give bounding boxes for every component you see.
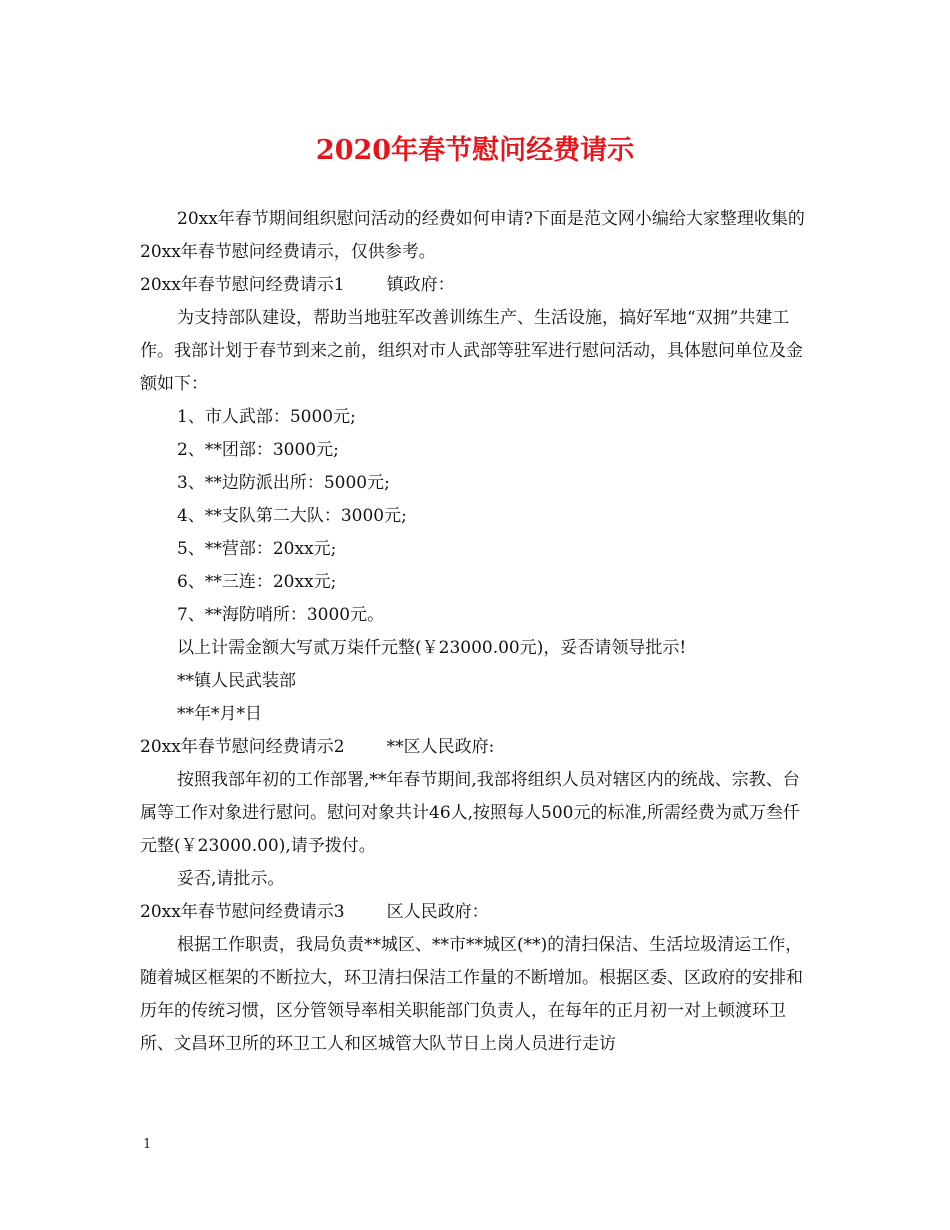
section1-signature: **镇人民武装部 <box>177 671 296 691</box>
document-title: 2020年春节慰问经费请示 <box>315 135 635 166</box>
section3-addressee: 区人民政府： <box>386 902 489 922</box>
intro-paragraph: 20xx年春节期间组织慰问活动的经费如何申请?下面是范文网小编给大家整理收集的20xx年春节慰问经费请示，仅供参考。 <box>140 209 805 262</box>
document-body <box>140 203 812 1061</box>
section2-paragraph: 按照我部年初的工作部署,**年春节期间,我部将组织人员对辖区内的统战、宗教、台属等工作对象进行慰问。慰问对象共计46人,按照每人500元的标准,所需经费为贰万叁仟元整(￥23000.00),请予拨付。 <box>140 770 800 856</box>
section1-date: **年*月*日 <box>177 704 262 724</box>
section2-heading-line <box>140 731 812 764</box>
list-item: 1、市人武部：5000元; <box>177 407 356 427</box>
section1-heading-line <box>140 269 812 302</box>
list-item: 3、**边防派出所：5000元; <box>177 473 390 493</box>
section2-heading: 20xx年春节慰问经费请示2 <box>140 737 345 757</box>
section2-addressee: **区人民政府: <box>386 737 495 757</box>
section3-heading-line <box>140 896 812 929</box>
list-item: 2、**团部：3000元; <box>177 440 339 460</box>
section3-paragraph: 根据工作职责，我局负责**城区、**市**城区(**)的清扫保洁、生活垃圾清运工作，随着城区框架的不断拉大，环卫清扫保洁工作量的不断增加。根据区委、区政府的安排和历年的传统习惯，区分管领导率相关职能部门负责人，在每年的正月初一对上顿渡环卫所、文昌环卫所的环卫工人和区城管大队节日上岗人员进行走访 <box>140 935 803 1054</box>
list-item: 5、**营部：20xx元; <box>177 539 337 559</box>
section1-paragraph: 为支持部队建设，帮助当地驻军改善训练生产、生活设施，搞好军地“双拥”共建工作。我部计划于春节到来之前，组织对市人武部等驻军进行慰问活动，具体慰问单位及金额如下： <box>140 308 803 394</box>
section1-total: 以上计需金额大写贰万柒仟元整(￥23000.00元)，妥否请领导批示! <box>177 638 687 658</box>
section1-heading: 20xx年春节慰问经费请示1 <box>140 275 345 295</box>
list-item: 6、**三连：20xx元; <box>177 572 337 592</box>
page-number: 1 <box>143 1137 152 1152</box>
section3-heading: 20xx年春节慰问经费请示3 <box>140 902 345 922</box>
list-item: 7、**海防哨所：3000元。 <box>177 605 385 625</box>
list-item: 4、**支队第二大队：3000元; <box>177 506 407 526</box>
section1-addressee: 镇政府： <box>386 275 455 295</box>
section2-closing: 妥否,请批示。 <box>177 869 285 889</box>
